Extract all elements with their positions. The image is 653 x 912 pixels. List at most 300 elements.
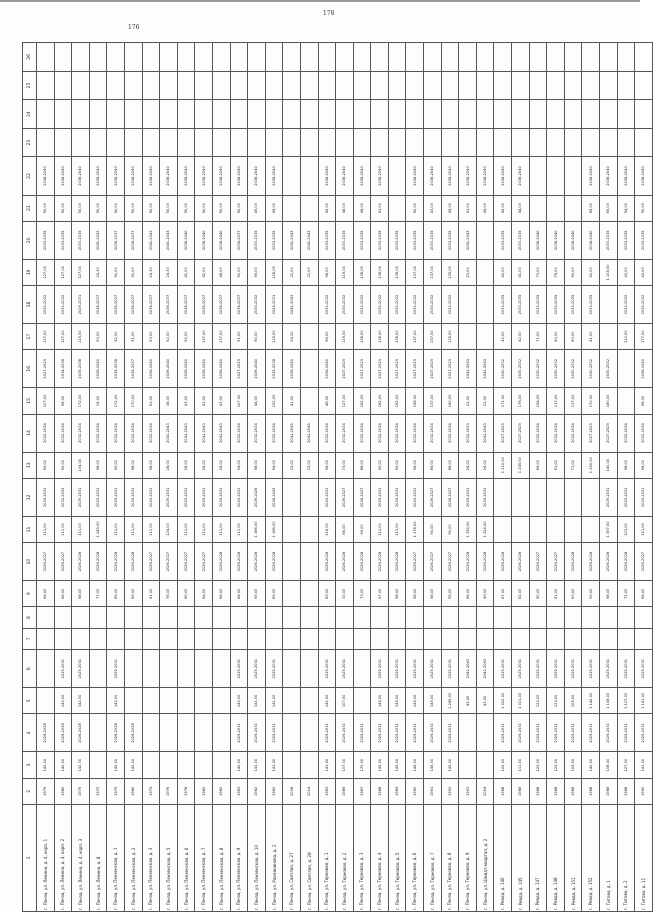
- value-cell: [441, 71, 459, 100]
- value-cell: [353, 71, 371, 100]
- value-cell: 2036-2040: [142, 350, 160, 388]
- value-cell: 88,00: [353, 452, 371, 478]
- value-cell: [617, 43, 635, 72]
- value-cell: 91,00: [230, 259, 248, 285]
- table-header-row: [23, 43, 37, 912]
- value-cell: [177, 650, 195, 688]
- value-cell: 44,00: [248, 388, 266, 414]
- value-cell: 2030-2032: [371, 285, 389, 323]
- value-cell: 2029-2031: [441, 714, 459, 752]
- value-cell: 2036-2040: [195, 350, 213, 388]
- value-cell: 48,00: [336, 195, 354, 221]
- value-cell: [124, 43, 142, 72]
- value-cell: [89, 607, 107, 628]
- value-cell: [124, 688, 142, 714]
- value-cell: [248, 628, 266, 649]
- header-cell: 23: [23, 128, 37, 157]
- value-cell: 2008: [283, 778, 301, 804]
- value-cell: 107,00: [336, 752, 354, 778]
- value-cell: 2036-2037: [230, 285, 248, 323]
- value-cell: 2029-2031: [564, 650, 582, 688]
- value-cell: 137,00: [424, 259, 442, 285]
- value-cell: [195, 43, 213, 72]
- value-cell: [300, 285, 318, 323]
- value-cell: 50,00: [37, 195, 55, 221]
- value-cell: 136,00: [353, 259, 371, 285]
- table-row: [54, 43, 72, 912]
- value-cell: 65,00: [582, 195, 600, 221]
- value-cell: 2038-2040: [582, 157, 600, 195]
- value-cell: 2036-2037: [107, 221, 125, 259]
- value-cell: 33,00: [283, 452, 301, 478]
- value-cell: [230, 628, 248, 649]
- value-cell: 123,00: [529, 752, 547, 778]
- value-cell: 2032-2034: [54, 414, 72, 452]
- value-cell: 2041-2043: [195, 414, 213, 452]
- value-cell: 2030-2032: [54, 285, 72, 323]
- value-cell: [635, 628, 653, 649]
- value-cell: 48,00: [212, 259, 230, 285]
- value-cell: 2041-2043: [476, 414, 494, 452]
- value-cell: 2038-2040: [265, 157, 283, 195]
- value-cell: 2029-2031: [89, 478, 107, 516]
- value-cell: [459, 100, 477, 129]
- value-cell: 2030-2032: [494, 350, 512, 388]
- value-cell: 45,00: [476, 195, 494, 221]
- value-cell: [318, 43, 336, 72]
- value-cell: 2026-2028: [600, 543, 618, 581]
- value-cell: 2032-2034: [441, 414, 459, 452]
- value-cell: 137,00: [212, 324, 230, 350]
- value-cell: 2032-2034: [406, 414, 424, 452]
- value-cell: [318, 100, 336, 129]
- value-cell: 104,00: [72, 452, 90, 478]
- value-cell: 26,00: [476, 452, 494, 478]
- value-cell: [300, 478, 318, 516]
- value-cell: 61,00: [547, 581, 565, 607]
- value-cell: 50,00: [72, 195, 90, 221]
- value-cell: [564, 71, 582, 100]
- value-cell: 2038-2040: [600, 157, 618, 195]
- value-cell: 137,00: [406, 259, 424, 285]
- value-cell: [494, 607, 512, 628]
- value-cell: 2029-2031: [406, 714, 424, 752]
- table-row: [388, 43, 406, 912]
- value-cell: [406, 607, 424, 628]
- value-cell: 50,00: [230, 195, 248, 221]
- address-cell: г. Пенза, ул. Ленина, д. 4, корп. 1: [37, 804, 55, 911]
- value-cell: 2026-2028: [494, 543, 512, 581]
- header-cell: 25: [23, 71, 37, 100]
- address-cell: г. Пенза, ул. Шмидт-квартал, д. 2: [476, 804, 494, 911]
- value-cell: 2038-2040: [54, 157, 72, 195]
- value-cell: 2027-2029: [600, 414, 618, 452]
- value-cell: [371, 43, 389, 72]
- value-cell: 98,00: [54, 388, 72, 414]
- value-cell: 136,00: [371, 324, 389, 350]
- value-cell: 123,00: [529, 688, 547, 714]
- header-cell: 3: [23, 752, 37, 778]
- value-cell: [283, 128, 301, 157]
- table-row: [318, 43, 336, 912]
- value-cell: 2026-2028: [318, 543, 336, 581]
- value-cell: [300, 714, 318, 752]
- value-cell: [230, 43, 248, 72]
- value-cell: 170,00: [582, 388, 600, 414]
- value-cell: 2026-2028: [72, 543, 90, 581]
- value-cell: [37, 650, 55, 688]
- value-cell: 2026-2028: [564, 543, 582, 581]
- value-cell: 50,00: [406, 195, 424, 221]
- value-cell: [107, 100, 125, 129]
- value-cell: 38,00: [160, 388, 178, 414]
- value-cell: [582, 628, 600, 649]
- table-row: [635, 43, 653, 912]
- header-cell: 19: [23, 259, 37, 285]
- address-cell: г. Пенза, ул. Терновая, д. 7: [424, 804, 442, 911]
- value-cell: [441, 43, 459, 72]
- value-cell: 2036-2037: [177, 285, 195, 323]
- value-cell: 2029-2031: [582, 714, 600, 752]
- value-cell: 2026-2028: [212, 543, 230, 581]
- value-cell: 2029-2031: [371, 478, 389, 516]
- value-cell: 2029-2031: [388, 650, 406, 688]
- table-row: [142, 43, 160, 912]
- value-cell: [406, 43, 424, 72]
- address-cell: г. Ревда, д. 140: [494, 804, 512, 911]
- value-cell: 2033-2035: [441, 221, 459, 259]
- value-cell: 91,00: [124, 324, 142, 350]
- value-cell: [371, 628, 389, 649]
- value-cell: 111,00: [512, 752, 530, 778]
- value-cell: 2027-2029: [388, 350, 406, 388]
- value-cell: [564, 516, 582, 542]
- value-cell: 2038-2040: [336, 157, 354, 195]
- value-cell: 43,00: [476, 688, 494, 714]
- value-cell: 28,00: [212, 452, 230, 478]
- value-cell: [300, 628, 318, 649]
- value-cell: 46,00: [353, 195, 371, 221]
- value-cell: [406, 628, 424, 649]
- value-cell: 2041-2043: [142, 221, 160, 259]
- value-cell: 142,00: [107, 752, 125, 778]
- value-cell: 2029-2031: [406, 650, 424, 688]
- value-cell: [142, 628, 160, 649]
- value-cell: [160, 100, 178, 129]
- value-cell: 2026-2027: [142, 543, 160, 581]
- value-cell: [459, 43, 477, 72]
- table-row: [441, 43, 459, 912]
- address-cell: г. Пенза, ул. Пензенская, д. 8: [212, 804, 230, 911]
- value-cell: [424, 607, 442, 628]
- value-cell: 2033-2035: [494, 221, 512, 259]
- value-cell: [107, 607, 125, 628]
- value-cell: 2026-2028: [248, 543, 266, 581]
- value-cell: 1 022,00: [494, 688, 512, 714]
- value-cell: [124, 71, 142, 100]
- value-cell: 2029-2031: [160, 478, 178, 516]
- value-cell: 170,00: [124, 388, 142, 414]
- value-cell: 2041-2043: [476, 350, 494, 388]
- value-cell: 43,00: [195, 388, 213, 414]
- value-cell: 64,00: [230, 581, 248, 607]
- value-cell: 111,00: [54, 516, 72, 542]
- value-cell: 61,00: [547, 452, 565, 478]
- value-cell: 172,00: [72, 388, 90, 414]
- value-cell: 162,00: [388, 388, 406, 414]
- value-cell: 2030-2032: [512, 350, 530, 388]
- value-cell: 61,00: [142, 388, 160, 414]
- value-cell: [564, 478, 582, 516]
- value-cell: [318, 71, 336, 100]
- value-cell: [494, 128, 512, 157]
- value-cell: 2033-2035: [248, 221, 266, 259]
- value-cell: [124, 628, 142, 649]
- table-row: [512, 43, 530, 912]
- value-cell: 145,00: [406, 688, 424, 714]
- value-cell: 1980: [54, 778, 72, 804]
- value-cell: [564, 607, 582, 628]
- value-cell: [512, 628, 530, 649]
- value-cell: 2030-2032: [388, 285, 406, 323]
- value-cell: 136,00: [371, 259, 389, 285]
- value-cell: [212, 71, 230, 100]
- value-cell: 92,00: [107, 324, 125, 350]
- value-cell: [72, 100, 90, 129]
- value-cell: [494, 43, 512, 72]
- value-cell: 2029-2031: [388, 714, 406, 752]
- value-cell: 2029-2031: [529, 650, 547, 688]
- value-cell: 2036-2040: [89, 350, 107, 388]
- value-cell: 64,00: [37, 581, 55, 607]
- header-cell: 4: [23, 714, 37, 752]
- value-cell: 1 135,00: [600, 259, 618, 285]
- value-cell: 142,00: [230, 752, 248, 778]
- value-cell: [617, 100, 635, 129]
- value-cell: [195, 628, 213, 649]
- value-cell: 2035-2037: [124, 350, 142, 388]
- value-cell: 2041-2043: [459, 650, 477, 688]
- value-cell: 41,00: [582, 259, 600, 285]
- value-cell: 50,00: [160, 195, 178, 221]
- value-cell: 2029-2031: [318, 714, 336, 752]
- value-cell: 2026-2028: [265, 543, 283, 581]
- value-cell: 111,00: [635, 516, 653, 542]
- value-cell: 145,00: [371, 752, 389, 778]
- value-cell: [195, 650, 213, 688]
- value-cell: 127,00: [72, 259, 90, 285]
- value-cell: [160, 71, 178, 100]
- value-cell: [177, 688, 195, 714]
- value-cell: 2027-2029: [406, 350, 424, 388]
- value-cell: [529, 607, 547, 628]
- value-cell: [195, 688, 213, 714]
- value-cell: 136,00: [388, 324, 406, 350]
- value-cell: [195, 607, 213, 628]
- value-cell: 1978: [177, 778, 195, 804]
- value-cell: 2032-2034: [371, 414, 389, 452]
- value-cell: [424, 628, 442, 649]
- address-cell: г. Ревда, д. 147: [529, 804, 547, 911]
- table-row: [212, 43, 230, 912]
- address-cell: г. Пенза, ул. Терновая, д. 8: [441, 804, 459, 911]
- value-cell: 76,00: [160, 581, 178, 607]
- value-cell: 2032-2034: [248, 414, 266, 452]
- value-cell: 2029-2031: [230, 478, 248, 516]
- value-cell: 2029-2031: [72, 285, 90, 323]
- value-cell: 1992: [441, 778, 459, 804]
- value-cell: 71,00: [564, 452, 582, 478]
- value-cell: 68,00: [72, 581, 90, 607]
- value-cell: 2033-2035: [617, 221, 635, 259]
- value-cell: 60,00: [547, 324, 565, 350]
- value-cell: 2027-2029: [336, 350, 354, 388]
- value-cell: 2033-2035: [635, 221, 653, 259]
- address-cell: г. Пенза, ул. Терновая, д. 9: [459, 804, 477, 911]
- value-cell: 43,00: [424, 195, 442, 221]
- value-cell: [582, 71, 600, 100]
- value-cell: 2026-2027: [336, 478, 354, 516]
- value-cell: 73,00: [336, 452, 354, 478]
- value-cell: 93,00: [89, 324, 107, 350]
- value-cell: [371, 71, 389, 100]
- value-cell: 2041-2043: [283, 221, 301, 259]
- value-cell: 140,00: [600, 452, 618, 478]
- value-cell: 2029-2031: [248, 714, 266, 752]
- value-cell: 2032-2034: [353, 414, 371, 452]
- value-cell: 2026-2028: [107, 543, 125, 581]
- value-cell: 2026-2028: [512, 543, 530, 581]
- value-cell: [212, 628, 230, 649]
- value-cell: 142,00: [54, 752, 72, 778]
- value-cell: 2036-2037: [89, 285, 107, 323]
- value-cell: [89, 100, 107, 129]
- address-cell: г. Пенза, ул. Пензенская, д. 1: [107, 804, 125, 911]
- value-cell: [424, 100, 442, 129]
- value-cell: 98,00: [89, 452, 107, 478]
- value-cell: 111,00: [177, 516, 195, 542]
- value-cell: [600, 324, 618, 350]
- value-cell: 1979: [37, 778, 55, 804]
- value-cell: 82,00: [512, 581, 530, 607]
- value-cell: 99,00: [248, 259, 266, 285]
- value-cell: 51,00: [371, 195, 389, 221]
- value-cell: 2032-2034: [318, 414, 336, 452]
- table-row: [124, 43, 142, 912]
- value-cell: 2030-2032: [353, 285, 371, 323]
- value-cell: [37, 128, 55, 157]
- value-cell: [459, 128, 477, 157]
- value-cell: 180,00: [600, 388, 618, 414]
- value-cell: 50,00: [107, 195, 125, 221]
- value-cell: 96,00: [318, 452, 336, 478]
- value-cell: 2026-2028: [124, 543, 142, 581]
- value-cell: [617, 71, 635, 100]
- value-cell: [300, 43, 318, 72]
- value-cell: 45,00: [494, 195, 512, 221]
- value-cell: 91,00: [124, 259, 142, 285]
- value-cell: 66,00: [635, 581, 653, 607]
- header-cell: 7: [23, 628, 37, 649]
- value-cell: [494, 516, 512, 542]
- value-cell: 1 142,00: [582, 688, 600, 714]
- value-cell: 58,00: [406, 581, 424, 607]
- value-cell: 1 249,00: [89, 516, 107, 542]
- value-cell: [160, 688, 178, 714]
- value-cell: 60,00: [564, 324, 582, 350]
- table-row: [494, 43, 512, 912]
- value-cell: 2034-2036: [54, 350, 72, 388]
- value-cell: [635, 100, 653, 129]
- value-cell: 142,00: [107, 688, 125, 714]
- value-cell: 1979: [72, 778, 90, 804]
- value-cell: 33,00: [300, 452, 318, 478]
- value-cell: 2029-2031: [512, 650, 530, 688]
- value-cell: [142, 607, 160, 628]
- table-row: [371, 43, 389, 912]
- value-cell: 88,00: [441, 452, 459, 478]
- value-cell: [582, 43, 600, 72]
- value-cell: 123,00: [547, 688, 565, 714]
- value-cell: [441, 607, 459, 628]
- table-row: [476, 43, 494, 912]
- value-cell: 2038-2040: [212, 221, 230, 259]
- value-cell: [54, 71, 72, 100]
- value-cell: [564, 100, 582, 129]
- value-cell: 2036-2037: [107, 285, 125, 323]
- value-cell: 2026-2026: [265, 478, 283, 516]
- value-cell: 2029-2031: [564, 714, 582, 752]
- value-cell: [582, 607, 600, 628]
- header-cell: 8: [23, 607, 37, 628]
- value-cell: [600, 43, 618, 72]
- value-cell: [300, 388, 318, 414]
- value-cell: 2029-2031: [635, 650, 653, 688]
- value-cell: 2026-2028: [37, 714, 55, 752]
- value-cell: 2038-2040: [124, 157, 142, 195]
- value-cell: 1 127,00: [617, 688, 635, 714]
- value-cell: 43,00: [635, 259, 653, 285]
- header-cell: 12: [23, 478, 37, 516]
- value-cell: [89, 752, 107, 778]
- value-cell: [371, 100, 389, 129]
- value-cell: 71,00: [617, 581, 635, 607]
- value-cell: [142, 714, 160, 752]
- value-cell: [529, 100, 547, 129]
- value-cell: [54, 43, 72, 72]
- value-cell: 142,00: [72, 752, 90, 778]
- value-cell: 56,00: [424, 581, 442, 607]
- value-cell: 2038-2040: [107, 157, 125, 195]
- value-cell: [353, 650, 371, 688]
- scan-edge: [0, 0, 640, 2]
- value-cell: [582, 128, 600, 157]
- value-cell: 73,00: [529, 259, 547, 285]
- address-cell: г. Пенза, ул. Терновая, д. 3: [353, 804, 371, 911]
- value-cell: 2029-2031: [582, 650, 600, 688]
- value-cell: 2035-2038: [107, 350, 125, 388]
- value-cell: [529, 43, 547, 72]
- value-cell: 2030-2032: [635, 285, 653, 323]
- value-cell: 73,00: [353, 581, 371, 607]
- value-cell: 92,00: [160, 324, 178, 350]
- value-cell: 1 245,00: [441, 688, 459, 714]
- address-cell: г. Пенза, ул. Терновая, д. 4: [371, 804, 389, 911]
- value-cell: [582, 516, 600, 542]
- value-cell: 2041-2043: [160, 414, 178, 452]
- header-cell: 6: [23, 650, 37, 688]
- value-cell: 127,00: [54, 259, 72, 285]
